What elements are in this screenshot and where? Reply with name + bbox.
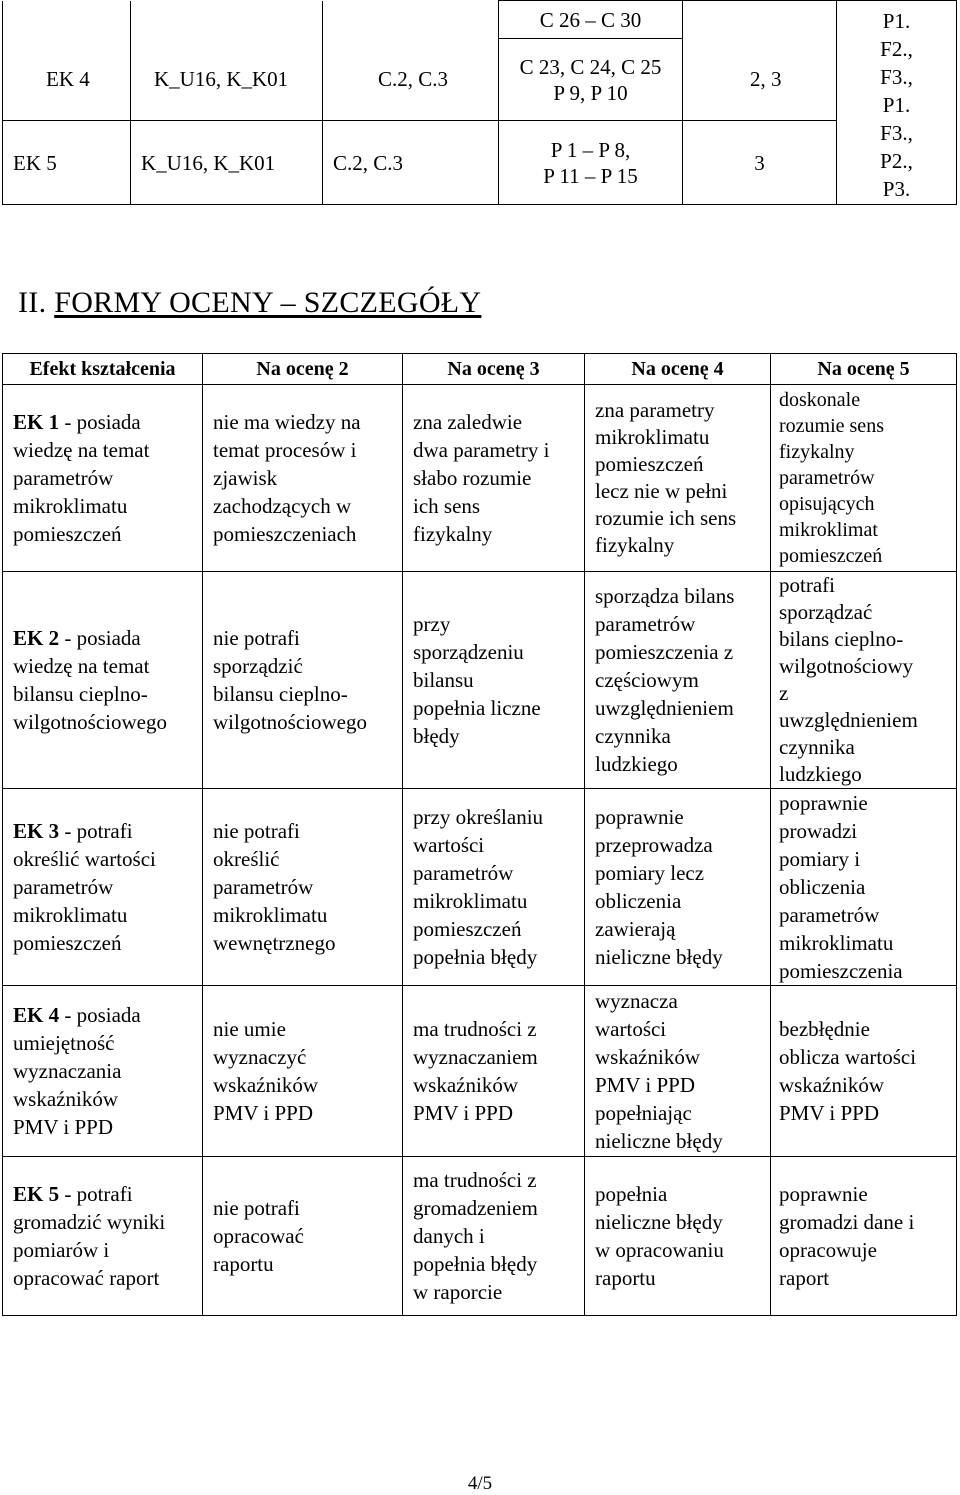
header-effect: Efekt kształcenia — [3, 354, 203, 385]
effect-cell: EK 1 - posiada wiedzę na temat parametrów mikroklimatu pomieszczeń — [3, 385, 203, 572]
grade-2-cell: nie umie wyznaczyć wskaźników PMV i PPD — [203, 986, 403, 1157]
grade-3-cell: przy określaniu wartości parametrów mikroklimatu pomieszczeń popełnia błędy — [403, 789, 585, 986]
grade-4-cell: wyznacza wartości wskaźników PMV i PPD popełniając nieliczne błędy — [585, 986, 771, 1157]
header-grade-4: Na ocenę 4 — [585, 354, 771, 385]
grade-2-cell: nie ma wiedzy na temat procesów i zjawisk zachodzących w pomieszczeniach — [203, 385, 403, 572]
grade-4-cell: sporządza bilans parametrów pomieszczenia z częściowym uwzględnieniem czynnika ludzkiego — [585, 572, 771, 789]
grade-4-cell: zna parametry mikroklimatu pomieszczeń lecz nie w pełni rozumie ich sens fizykalny — [585, 385, 771, 572]
page-number: 4/5 — [467, 1473, 493, 1494]
grade-3-cell: ma trudności z wyznaczaniem wskaźników PMV i PPD — [403, 986, 585, 1157]
grades-table — [2, 353, 957, 1316]
effect-cell: EK 3 - potrafi określić wartości parametrów mikroklimatu pomieszczeń — [3, 789, 203, 986]
grade-5-cell: poprawnie prowadzi pomiary i obliczenia parametrów mikroklimatu pomieszczenia — [771, 789, 957, 986]
grade-5-cell: poprawnie gromadzi dane i opracowuje raport — [771, 1157, 957, 1316]
week-cell: 3 — [683, 121, 837, 205]
table-row — [3, 385, 957, 572]
grade-5-cell: potrafi sporządzać bilans cieplno- wilgotnościowy z uwzględnieniem czynnika ludzkiego — [771, 572, 957, 789]
table-row — [3, 572, 957, 789]
grade-3-cell: przy sporządzeniu bilansu popełnia liczne błędy — [403, 572, 585, 789]
ek-code: EK 5 — [3, 121, 131, 205]
effects-symbols: K_U16, K_K01 — [131, 121, 323, 205]
grade-5-cell: doskonale rozumie sens fizykalny parametrów opisujących mikroklimat pomieszczeń — [771, 385, 957, 572]
section-heading: II. FORMY OCENY – SZCZEGÓŁY — [18, 286, 482, 319]
content-refs: C.2, C.3 — [323, 121, 499, 205]
header-grade-2: Na ocenę 2 — [203, 354, 403, 385]
ref-cell: P 1 – P 8, P 11 – P 15 — [499, 121, 683, 205]
grade-3-cell: zna zaledwie dwa parametry i słabo rozumie ich sens fizykalny — [403, 385, 585, 572]
header-grade-5: Na ocenę 5 — [771, 354, 957, 385]
table-row — [3, 789, 957, 986]
grade-4-cell: popełnia nieliczne błędy w opracowaniu raportu — [585, 1157, 771, 1316]
week-cell: 2, 3 — [750, 67, 782, 91]
grade-2-cell: nie potrafi sporządzić bilansu cieplno- wilgotnościowego — [203, 572, 403, 789]
table-row — [3, 1157, 957, 1316]
ek-code: EK 4 — [46, 67, 90, 91]
learning-effects-table — [2, 0, 957, 205]
section-title: FORMY OCENY – SZCZEGÓŁY — [54, 286, 482, 319]
header-grade-3: Na ocenę 3 — [403, 354, 585, 385]
ref-cell: C 23, C 24, C 25 P 9, P 10 — [499, 39, 683, 121]
grade-3-cell: ma trudności z gromadzeniem danych i popełnia błędy w raporcie — [403, 1157, 585, 1316]
effects-symbols: K_U16, K_K01 — [154, 67, 289, 91]
grade-2-cell: nie potrafi określić parametrów mikroklimatu wewnętrznego — [203, 789, 403, 986]
ref-cell-top: C 26 – C 30 — [499, 1, 683, 39]
forms-cell: P1. F2., F3., P1. F3., P2., P3. — [837, 1, 957, 205]
effect-cell: EK 5 - potrafi gromadzić wyniki pomiarów i opracować raport — [3, 1157, 203, 1316]
grade-5-cell: bezbłędnie oblicza wartości wskaźników PMV i PPD — [771, 986, 957, 1157]
table-row — [3, 986, 957, 1157]
content-refs: C.2, C.3 — [378, 67, 449, 91]
effect-cell: EK 2 - posiada wiedzę na temat bilansu cieplno- wilgotnościowego — [3, 572, 203, 789]
effect-cell: EK 4 - posiada umiejętność wyznaczania wskaźników PMV i PPD — [3, 986, 203, 1157]
grade-2-cell: nie potrafi opracować raportu — [203, 1157, 403, 1316]
grade-4-cell: poprawnie przeprowadza pomiary lecz obliczenia zawierają nieliczne błędy — [585, 789, 771, 986]
